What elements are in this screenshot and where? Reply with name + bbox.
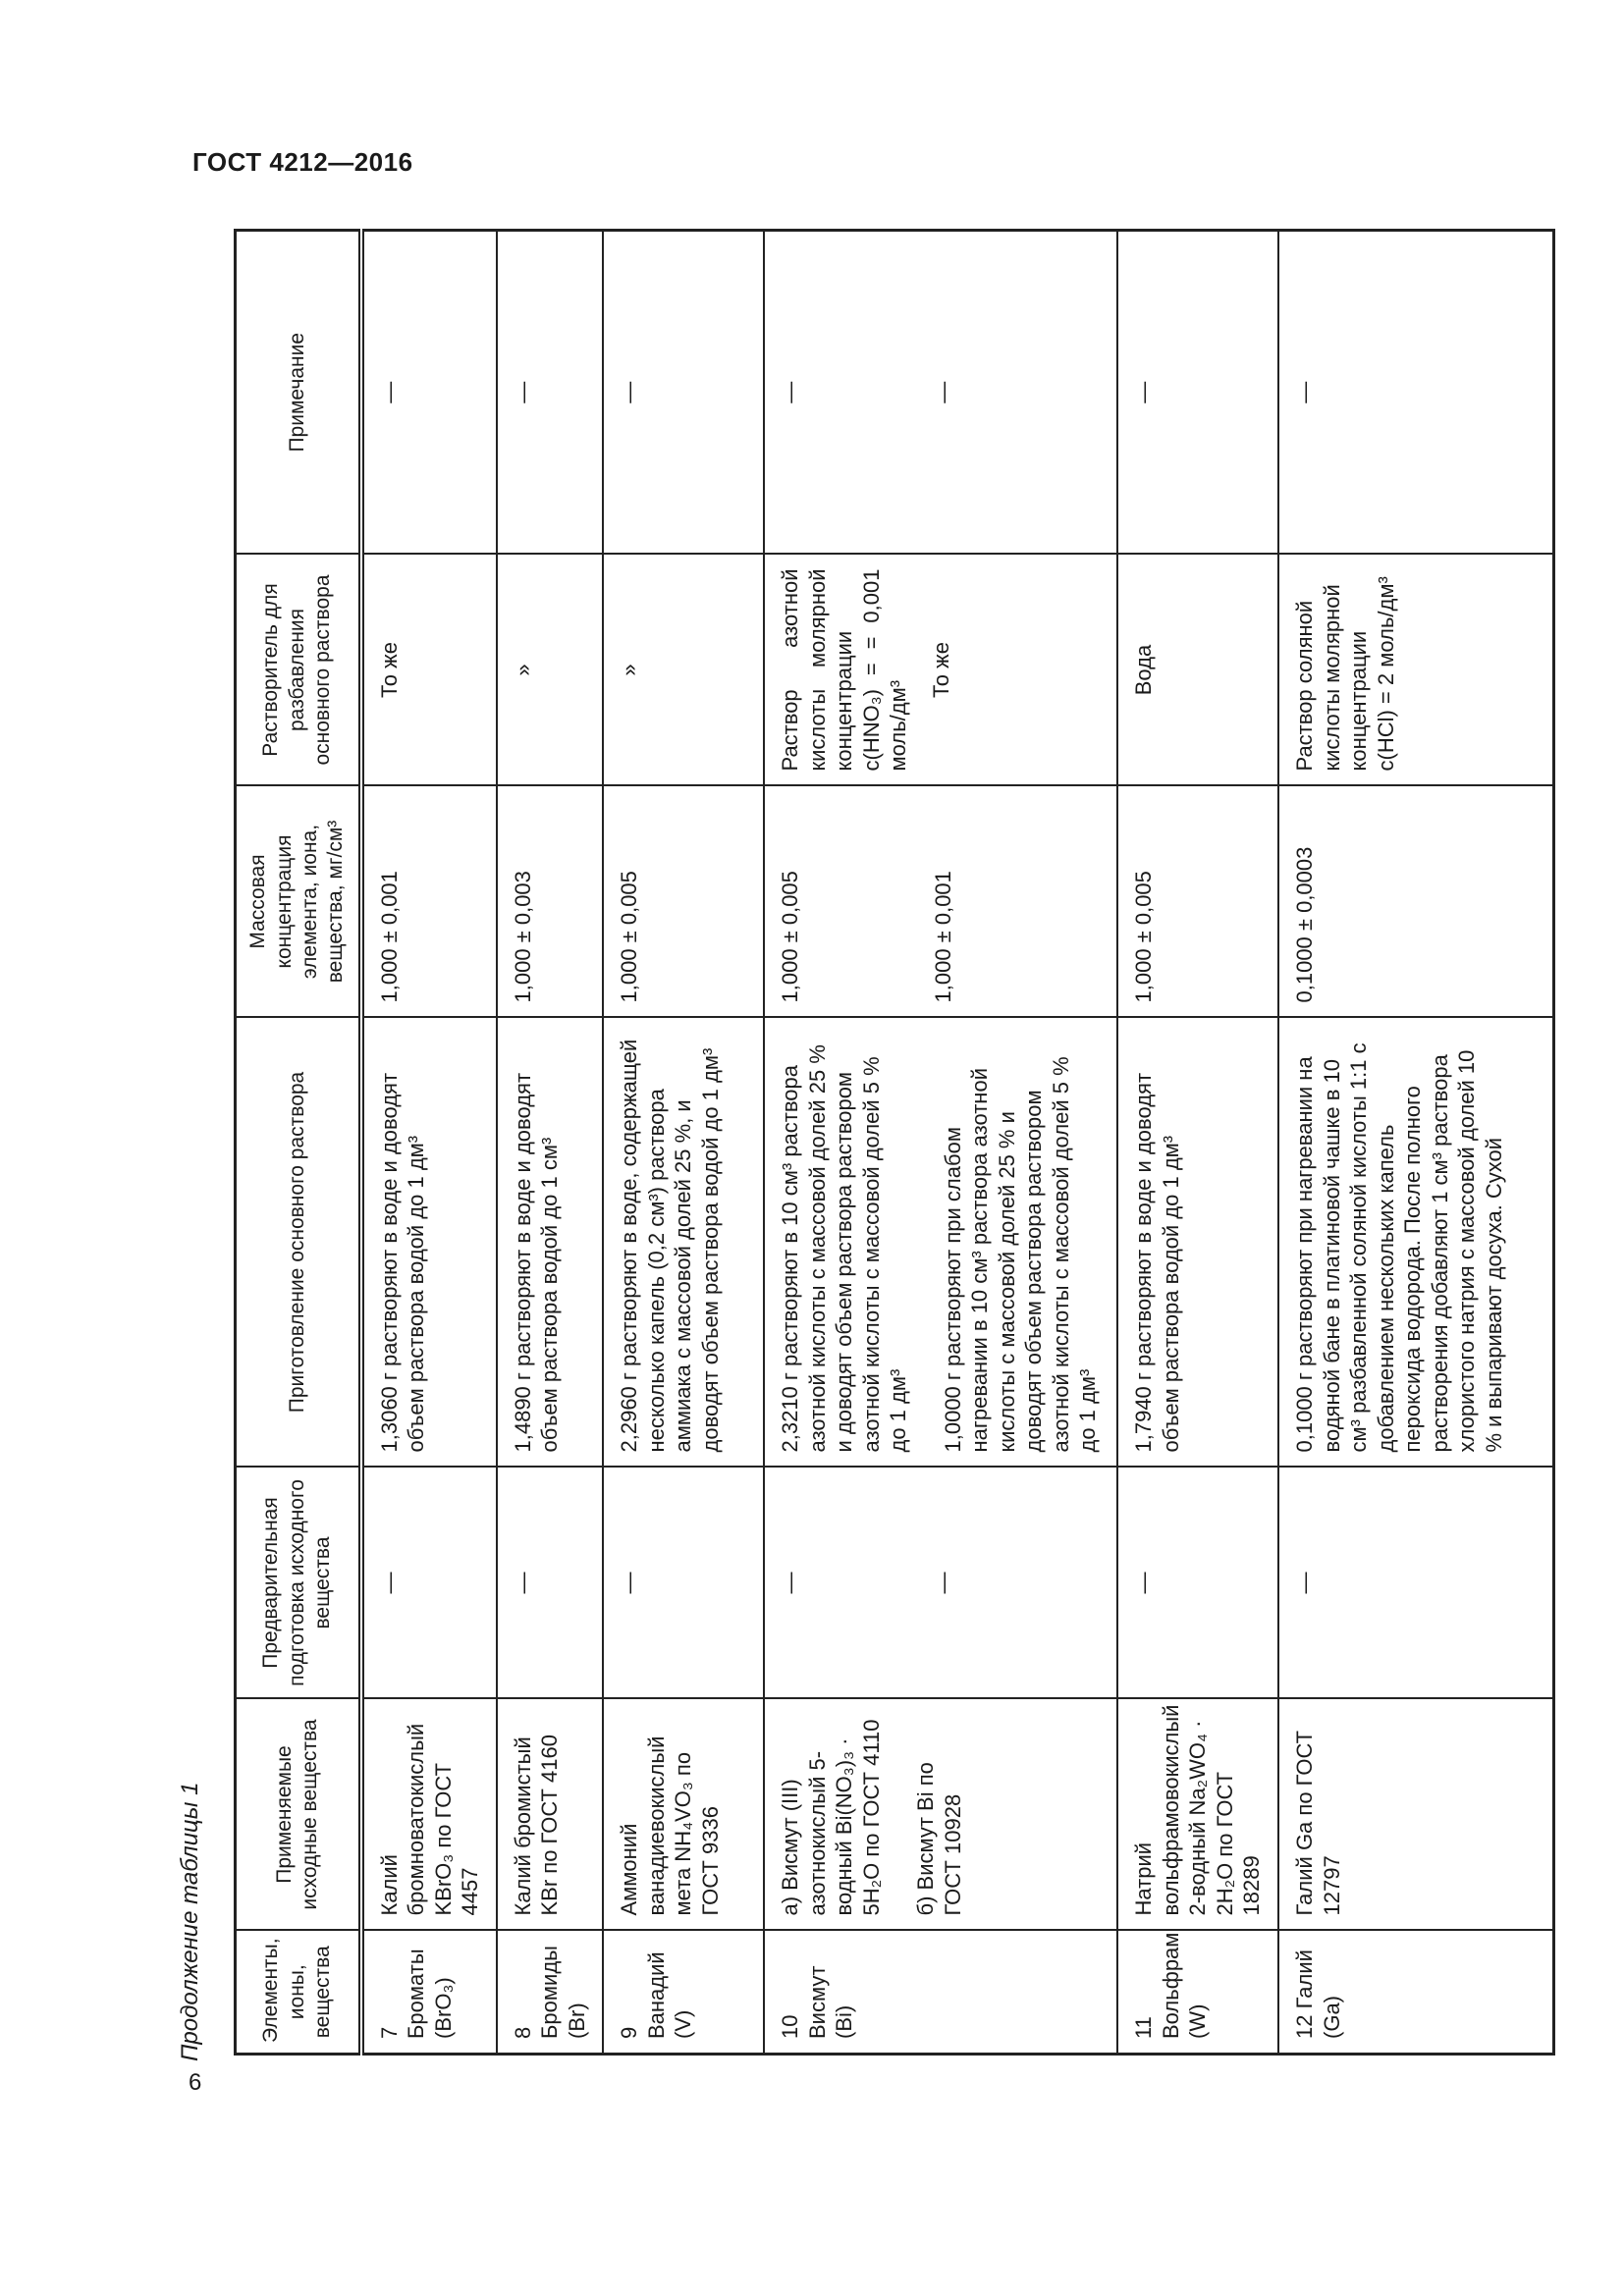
- row-note: —: [1117, 231, 1278, 555]
- header-note: Примечание: [236, 231, 361, 555]
- header-solvent: Растворитель для разбавления основного раствора: [236, 555, 361, 786]
- table-continuation-label: Продолжение таблицы 1: [177, 1782, 203, 2061]
- row-source: Аммоний ванадиевокислый мета NH₄VO₃ по ГОСТ 9336: [603, 1699, 764, 1931]
- row-note-a: —: [778, 381, 802, 403]
- row-note: —: [603, 231, 764, 555]
- row-concentration: 1,000 ± 0,001: [361, 786, 497, 1018]
- row-note: [764, 231, 1117, 555]
- row-pretreatment: —: [1278, 1468, 1553, 1699]
- row-concentration: 0,1000 ± 0,0003: [1278, 786, 1553, 1018]
- row-solvent: [764, 555, 1117, 786]
- row-pretreatment: —: [603, 1468, 764, 1699]
- row-preparation: 1,7940 г растворяют в воде и доводят объем раствора водой до 1 дм³: [1117, 1018, 1278, 1468]
- row-concentration-b: 1,000 ± 0,001: [930, 871, 955, 1003]
- row-concentration: 1,000 ± 0,005: [603, 786, 764, 1018]
- rotated-table-container: [234, 232, 1506, 2056]
- row-solvent: »: [603, 555, 764, 786]
- row-preparation: 0,1000 г растворяют при нагревании на водяной бане в платиновой чашке в 10 см³ разбавленной соляной кислоты 1:1 с добавлением нескольких капель пероксида водорода. После полного растворения добавляют 1 см³ раствора хлористого натрия с массовой долей 10 % и выпаривают досуха. Сухой: [1278, 1018, 1553, 1468]
- header-mass-concentration: Массовая концентрация элемента, иона, вещества, мг/см³: [236, 786, 361, 1018]
- table-header-row: [236, 231, 361, 2055]
- table-row: [603, 231, 764, 2055]
- row-solvent-a: Раствор азотной кислоты молярной концентрации c(HNO₃) = = 0,001 моль/дм³: [778, 568, 910, 772]
- standard-solutions-table: [234, 229, 1555, 2056]
- table-row: [497, 231, 604, 2055]
- row-preparation-b: 1,0000 г растворяют при слабом нагревании в 10 см³ раствора азотной кислоты с массовой долей 25 % и доводят объем раствора раствором азотной кислоты с массовой долей 5 % до 1 дм³: [940, 1056, 1100, 1453]
- row-pretreatment-b: —: [930, 1572, 955, 1594]
- row-pretreatment-a: —: [778, 1572, 802, 1594]
- row-source: Калий бромноватокислый KBrO₃ по ГОСТ 4457: [361, 1699, 497, 1931]
- row-solvent: То же: [361, 555, 497, 786]
- row-source-b: б) Висмут Bi по ГОСТ 10928: [913, 1762, 965, 1916]
- row-preparation: 2,2960 г растворяют в воде, содержащей несколько капель (0,2 см³) раствора аммиака с массовой долей 25 %, и доводят объем раствора водой до 1 дм³: [603, 1018, 764, 1468]
- row-preparation-a: 2,3210 г растворяют в 10 см³ раствора азотной кислоты с массовой долей 25 % и доводят объем раствора раствором азотной кислоты с массовой долей 5 % до 1 дм³: [778, 1044, 910, 1453]
- table-row: [1117, 231, 1278, 2055]
- page-number: 6: [189, 2069, 202, 2096]
- row-concentration: [764, 786, 1117, 1018]
- row-element: 12 Галий (Ga): [1278, 1931, 1553, 2055]
- row-element: 10 Висмут (Bi): [764, 1931, 1117, 2055]
- row-element: 8 Бромиды (Br): [497, 1931, 604, 2055]
- header-preparation: Приготовление основного раствора: [236, 1018, 361, 1468]
- row-preparation: 1,4890 г растворяют в воде и доводят объем раствора водой до 1 см³: [497, 1018, 604, 1468]
- row-pretreatment: —: [361, 1468, 497, 1699]
- table-row: [1278, 231, 1553, 2055]
- header-elements: Элементы, ионы, вещества: [236, 1931, 361, 2055]
- row-source: Натрий вольфрамовокислый 2-водный Na₂WO₄ · 2H₂O по ГОСТ 18289: [1117, 1699, 1278, 1931]
- table-row: [764, 231, 1117, 2055]
- row-solvent: Раствор соляной кислоты молярной концентрации c(HCl) = 2 моль/дм³: [1278, 555, 1553, 786]
- row-pretreatment: [764, 1468, 1117, 1699]
- row-source: Галий Ga по ГОСТ 12797: [1278, 1699, 1553, 1931]
- row-note: —: [497, 231, 604, 555]
- row-pretreatment: —: [1117, 1468, 1278, 1699]
- document-header: ГОСТ 4212—2016: [192, 147, 413, 177]
- header-pretreatment: Предварительная подготовка исходного вещества: [236, 1468, 361, 1699]
- table-row: [361, 231, 497, 2055]
- row-preparation: 1,3060 г растворяют в воде и доводят объем раствора водой до 1 дм³: [361, 1018, 497, 1468]
- row-element: 7 Броматы (BrO₃): [361, 1931, 497, 2055]
- row-note-b: —: [930, 381, 955, 403]
- row-concentration: 1,000 ± 0,003: [497, 786, 604, 1018]
- row-source-a: а) Висмут (III) азотнокислый 5-водный Bi(NO₃)₃ · 5H₂O по ГОСТ 4110: [778, 1719, 884, 1916]
- row-note: —: [1278, 231, 1553, 555]
- header-source-substances: Применяемые исходные вещества: [236, 1699, 361, 1931]
- row-concentration-a: 1,000 ± 0,005: [778, 871, 802, 1003]
- row-element: 9 Ванадий (V): [603, 1931, 764, 2055]
- table-frame: [234, 232, 1506, 2056]
- row-solvent: Вода: [1117, 555, 1278, 786]
- row-preparation: [764, 1018, 1117, 1468]
- row-pretreatment: —: [497, 1468, 604, 1699]
- row-source: [764, 1699, 1117, 1931]
- row-source: Калий бромистый KBr по ГОСТ 4160: [497, 1699, 604, 1931]
- row-solvent-b: То же: [928, 641, 953, 699]
- row-solvent: »: [497, 555, 604, 786]
- row-concentration: 1,000 ± 0,005: [1117, 786, 1278, 1018]
- row-element: 11 Вольфрам (W): [1117, 1931, 1278, 2055]
- row-note: —: [361, 231, 497, 555]
